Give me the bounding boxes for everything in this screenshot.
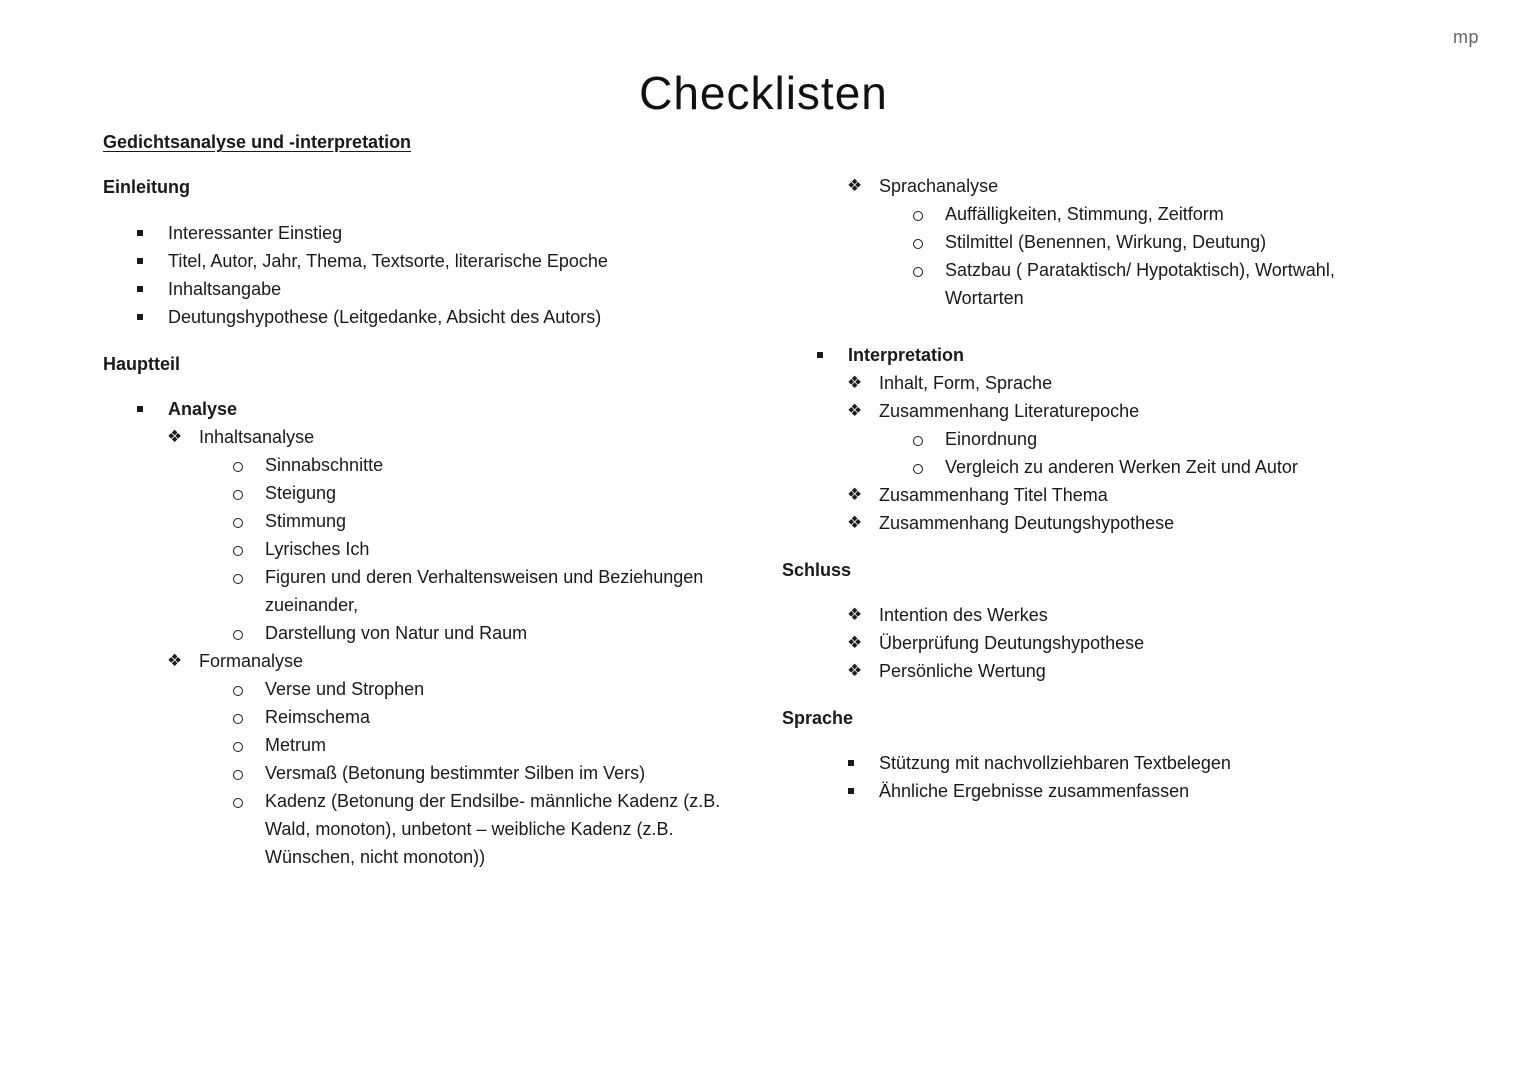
heading-hauptteil: Hauptteil [103, 354, 181, 374]
analyse-label: Analyse [168, 399, 238, 419]
list-item: Inhaltsangabe [168, 279, 282, 299]
four-diamond-bullet-icon: ❖ [847, 605, 863, 624]
square-bullet-icon [137, 314, 143, 320]
four-diamond-bullet-icon: ❖ [167, 427, 183, 446]
four-diamond-bullet-icon: ❖ [847, 373, 863, 392]
list-item: Intention des Werkes [879, 605, 1048, 625]
circle-bullet-icon [233, 518, 243, 528]
four-diamond-bullet-icon: ❖ [847, 513, 863, 532]
list-item: Lyrisches Ich [265, 539, 370, 559]
list-item-continuation: Wald, monoton), unbetont – weibliche Kadenz (z.B. [265, 819, 674, 839]
list-item: Satzbau ( Parataktisch/ Hypotaktisch), Wortwahl, [945, 260, 1335, 280]
circle-bullet-icon [913, 464, 923, 474]
four-diamond-bullet-icon: ❖ [847, 485, 863, 504]
four-diamond-bullet-icon: ❖ [167, 651, 183, 670]
page-title: Checklisten [639, 67, 888, 119]
circle-bullet-icon [233, 742, 243, 752]
list-item: Einordnung [945, 429, 1038, 449]
list-item: Steigung [265, 483, 337, 503]
sprachanalyse-label: Sprachanalyse [879, 176, 999, 196]
list-item-continuation: Wortarten [945, 288, 1024, 308]
list-item: Figuren und deren Verhaltensweisen und Beziehungen [265, 567, 704, 587]
list-item: Ähnliche Ergebnisse zusammenfassen [879, 781, 1190, 801]
square-bullet-icon [848, 788, 854, 794]
list-item: Persönliche Wertung [879, 661, 1046, 681]
list-item: Stimmung [265, 511, 347, 531]
square-bullet-icon [137, 230, 143, 236]
section-title: Gedichtsanalyse und -interpretation [103, 132, 412, 152]
list-item: Darstellung von Natur und Raum [265, 623, 528, 643]
list-item: Versmaß (Betonung bestimmter Silben im Vers) [265, 763, 646, 783]
list-item: Deutungshypothese (Leitgedanke, Absicht des Autors) [168, 307, 602, 327]
inhaltsanalyse-label: Inhaltsanalyse [199, 427, 315, 447]
circle-bullet-icon [233, 490, 243, 500]
list-item: Zusammenhang Literaturepoche [879, 401, 1140, 421]
circle-bullet-icon [233, 770, 243, 780]
heading-schluss: Schluss [782, 560, 852, 580]
list-item: Kadenz (Betonung der Endsilbe- männliche Kadenz (z.B. [265, 791, 721, 811]
four-diamond-bullet-icon: ❖ [847, 661, 863, 680]
square-bullet-icon [137, 406, 143, 412]
circle-bullet-icon [233, 714, 243, 724]
corner-label: mp [1452, 27, 1479, 47]
circle-bullet-icon [913, 211, 923, 221]
interpretation-label: Interpretation [848, 345, 965, 365]
circle-bullet-icon [233, 546, 243, 556]
list-item: Interessanter Einstieg [168, 223, 343, 243]
circle-bullet-icon [913, 436, 923, 446]
circle-bullet-icon [233, 798, 243, 808]
four-diamond-bullet-icon: ❖ [847, 176, 863, 195]
list-item: Inhalt, Form, Sprache [879, 373, 1053, 393]
four-diamond-bullet-icon: ❖ [847, 401, 863, 420]
circle-bullet-icon [913, 239, 923, 249]
list-item: Reimschema [265, 707, 371, 727]
square-bullet-icon [137, 286, 143, 292]
heading-sprache: Sprache [782, 708, 854, 728]
list-item: Überprüfung Deutungshypothese [879, 633, 1145, 653]
list-item: Verse und Strophen [265, 679, 425, 699]
list-item: Zusammenhang Titel Thema [879, 485, 1108, 505]
list-item: Stützung mit nachvollziehbaren Textbelegen [879, 753, 1231, 773]
circle-bullet-icon [233, 574, 243, 584]
list-item: Zusammenhang Deutungshypothese [879, 513, 1175, 533]
list-item: Stilmittel (Benennen, Wirkung, Deutung) [945, 232, 1267, 252]
list-item: Auffälligkeiten, Stimmung, Zeitform [945, 204, 1224, 224]
formanalyse-label: Formanalyse [199, 651, 304, 671]
list-item: Titel, Autor, Jahr, Thema, Textsorte, literarische Epoche [168, 251, 608, 271]
list-item: Sinnabschnitte [265, 455, 384, 475]
square-bullet-icon [817, 352, 823, 358]
heading-einleitung: Einleitung [103, 177, 190, 197]
square-bullet-icon [848, 760, 854, 766]
circle-bullet-icon [913, 267, 923, 277]
four-diamond-bullet-icon: ❖ [847, 633, 863, 652]
list-item-continuation: zueinander, [265, 595, 359, 615]
circle-bullet-icon [233, 686, 243, 696]
list-item: Metrum [265, 735, 327, 755]
list-item-continuation: Wünschen, nicht monoton)) [265, 847, 486, 867]
circle-bullet-icon [233, 462, 243, 472]
square-bullet-icon [137, 258, 143, 264]
list-item: Vergleich zu anderen Werken Zeit und Autor [945, 457, 1298, 477]
circle-bullet-icon [233, 630, 243, 640]
